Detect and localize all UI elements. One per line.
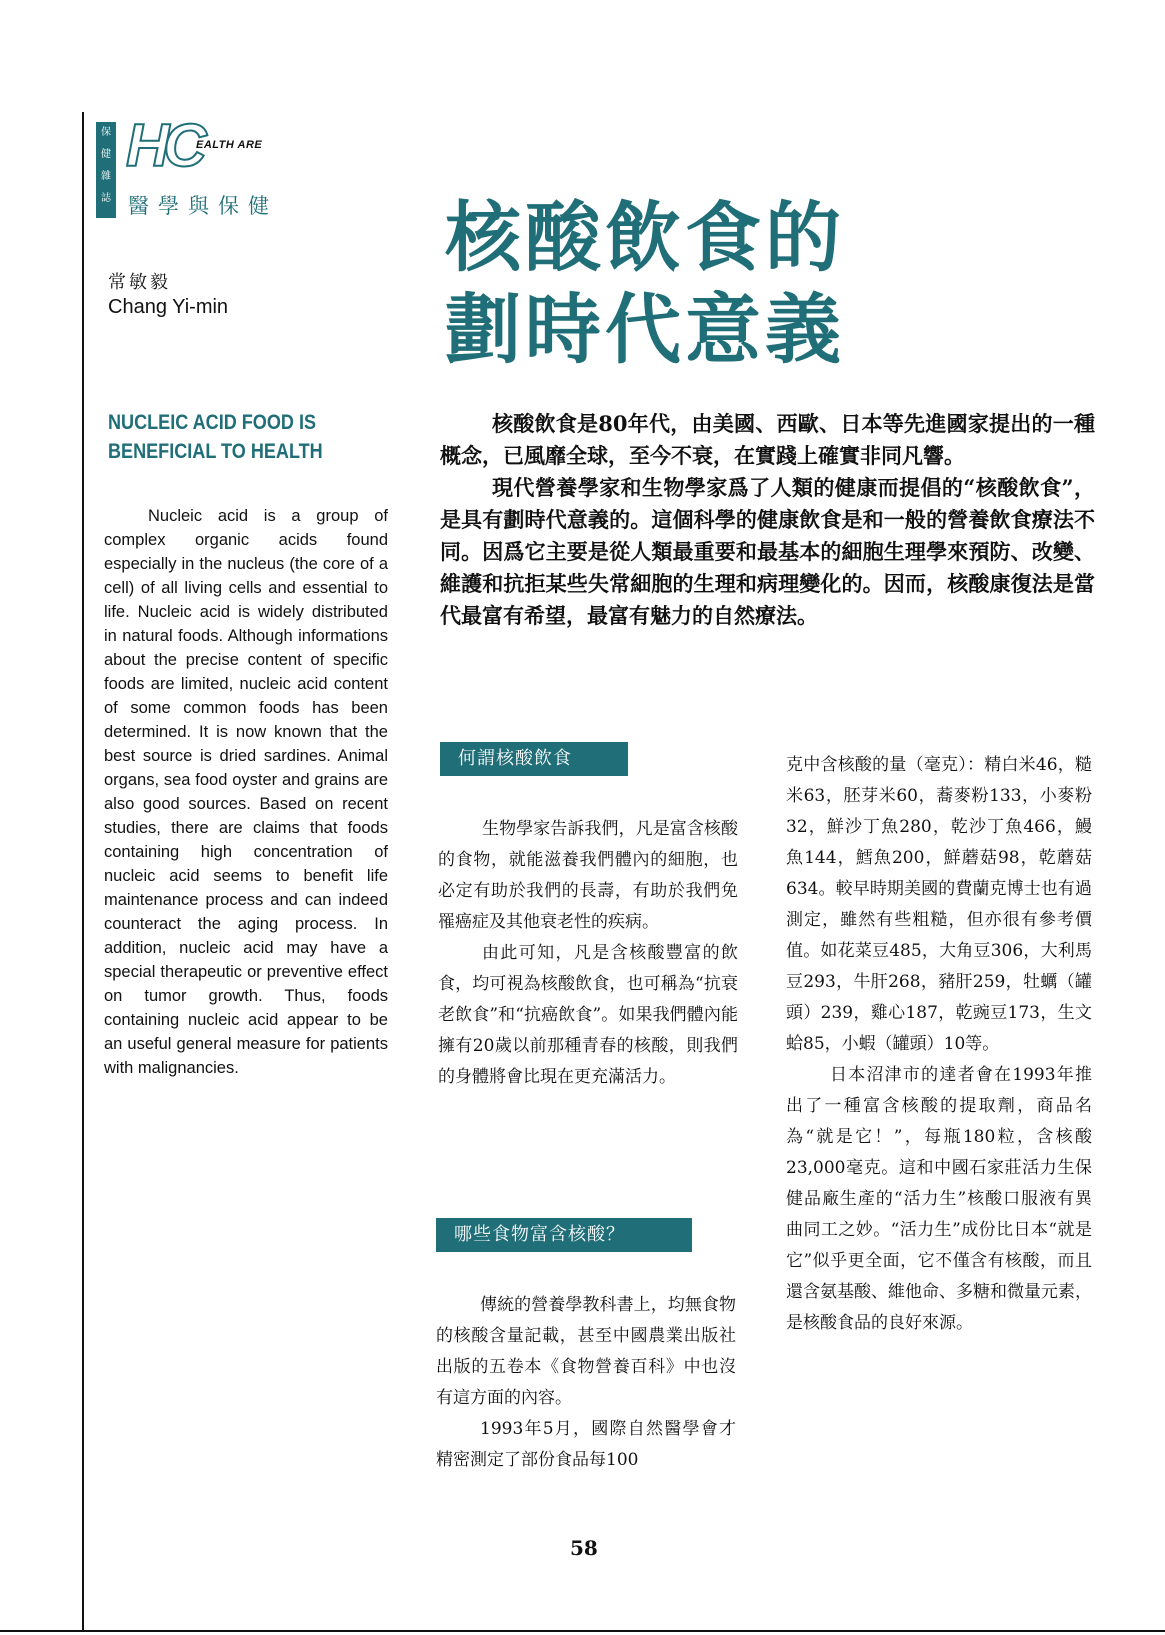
hc-logo-small-text: EALTH ARE — [196, 139, 263, 151]
left-margin-rule — [82, 112, 84, 1630]
english-abstract: Nucleic acid is a group of complex organic acids found especially in the nucleus (the core of a cell) of all living cells and essential to life. Nucleic acid is widely distributed in natural foods. Although informations about the precise content of specific foods are limited, nucleic acid content of some common foods has been determined. It is now known that the best source is dried sardines. Animal organs, sea food oyster and grains are also good sources. Based on recent studies, there are claims that foods containing high concentration of nucleic acid seems to benefit life maintenance process and can indeed counteract the aging process. In addition, nucleic acid may have a special therapeutic or preventive effect on tumor growth. Thus, foods containing nucleic acid appear to be an useful general measure for patients with malignancies. — [104, 507, 388, 1077]
title-line-2: 劃時代意義 — [445, 285, 845, 374]
section2-paragraph-2: 1993年5月，國際自然醫學會才精密測定了部份食品每100 — [436, 1419, 736, 1470]
intro-paragraphs — [440, 408, 1095, 632]
strip-char: 保 — [101, 127, 111, 138]
strip-char: 雜 — [101, 171, 111, 182]
title-line-1: 核酸飲食的 — [445, 193, 845, 282]
right-column-paragraph-2: 日本沼津市的達者會在1993年推出了一種富含核酸的提取劑，商品名為“就是它！”，每瓶180粒，含核酸23,000毫克。這和中國石家莊活力生保健品廠生產的“活力生”核酸口服液有異曲同工之妙。“活力生”成份比日本“就是它”似乎更全面，它不僅含有核酸，而且還含氨基酸、維他命、多糖和微量元素，是核酸食品的良好來源。 — [786, 1065, 1092, 1333]
section-heading-foods: 哪些食物富含核酸？ — [436, 1218, 692, 1252]
english-heading: NUCLEIC ACID FOOD IS BENEFICIAL TO HEALTH — [108, 411, 323, 463]
strip-char: 誌 — [101, 193, 111, 204]
section-heading-what-is: 何謂核酸飲食 — [440, 742, 628, 776]
page-number: 58 — [570, 1536, 598, 1560]
right-column-paragraph-1: 克中含核酸的量（毫克）：精白米46，糙米63，胚芽米60，蕎麥粉133，小麥粉32，鮮沙丁魚280，乾沙丁魚466，鰻魚144，鱈魚200，鮮蘑菇98，乾蘑菇634。較早時期美國的費蘭克博士也有過測定，雖然有些粗糙，但亦很有參考價值。如花菜豆485，大角豆306，大利馬豆293，牛肝268，豬肝259，牡蠣（罐頭）239，雞心187，乾豌豆173，生文蛤85，小蝦（罐頭）10等。 — [786, 755, 1092, 1054]
author-name-en: Chang Yi-min — [108, 296, 229, 318]
article-title — [445, 192, 1145, 376]
intro-paragraph-1: 核酸飲食是80年代，由美國、西歐、日本等先進國家提出的一種概念，已風靡全球，至今不衰，在實踐上確實非同凡響。 — [440, 411, 1095, 468]
author-name-cn: 常敏毅 — [108, 272, 171, 293]
strip-char: 健 — [101, 149, 111, 160]
section-label: 醫學與保健 — [128, 194, 278, 218]
bottom-rule — [0, 1630, 1165, 1632]
intro-paragraph-2: 現代營養學家和生物學家爲了人類的健康而提倡的“核酸飲食”，是具有劃時代意義的。這個科學的健康飲食是和一般的營養飲食療法不同。因爲它主要是從人類最重要和最基本的細胞生理學來預防、改變、維護和抗拒某些失常細胞的生理和病理變化的。因而，核酸康復法是當代最富有希望，最富有魅力的自然療法。 — [440, 475, 1095, 628]
section1-paragraph-2: 由此可知，凡是含核酸豐富的飲食，均可視為核酸飲食，也可稱為“抗衰老飲食”和“抗癌飲食”。如果我們體內能擁有20歲以前那種青春的核酸，則我們的身體將會比現在更充滿活力。 — [438, 943, 738, 1087]
section2-paragraph-1: 傳統的營養學教科書上，均無食物的核酸含量記載，甚至中國農業出版社出版的五卷本《食物營養百科》中也沒有這方面的內容。 — [436, 1295, 736, 1408]
section1-body — [438, 814, 738, 1093]
section1-paragraph-1: 生物學家告訴我們，凡是富含核酸的食物，就能滋養我們體內的細胞，也必定有助於我們的長壽，有助於我們免罹癌症及其他衰老性的疾病。 — [438, 819, 738, 932]
magazine-name-strip — [96, 122, 116, 218]
section2-body — [436, 1290, 736, 1476]
right-column-body — [786, 750, 1092, 1339]
hc-logo-mark: HC — [126, 112, 201, 179]
